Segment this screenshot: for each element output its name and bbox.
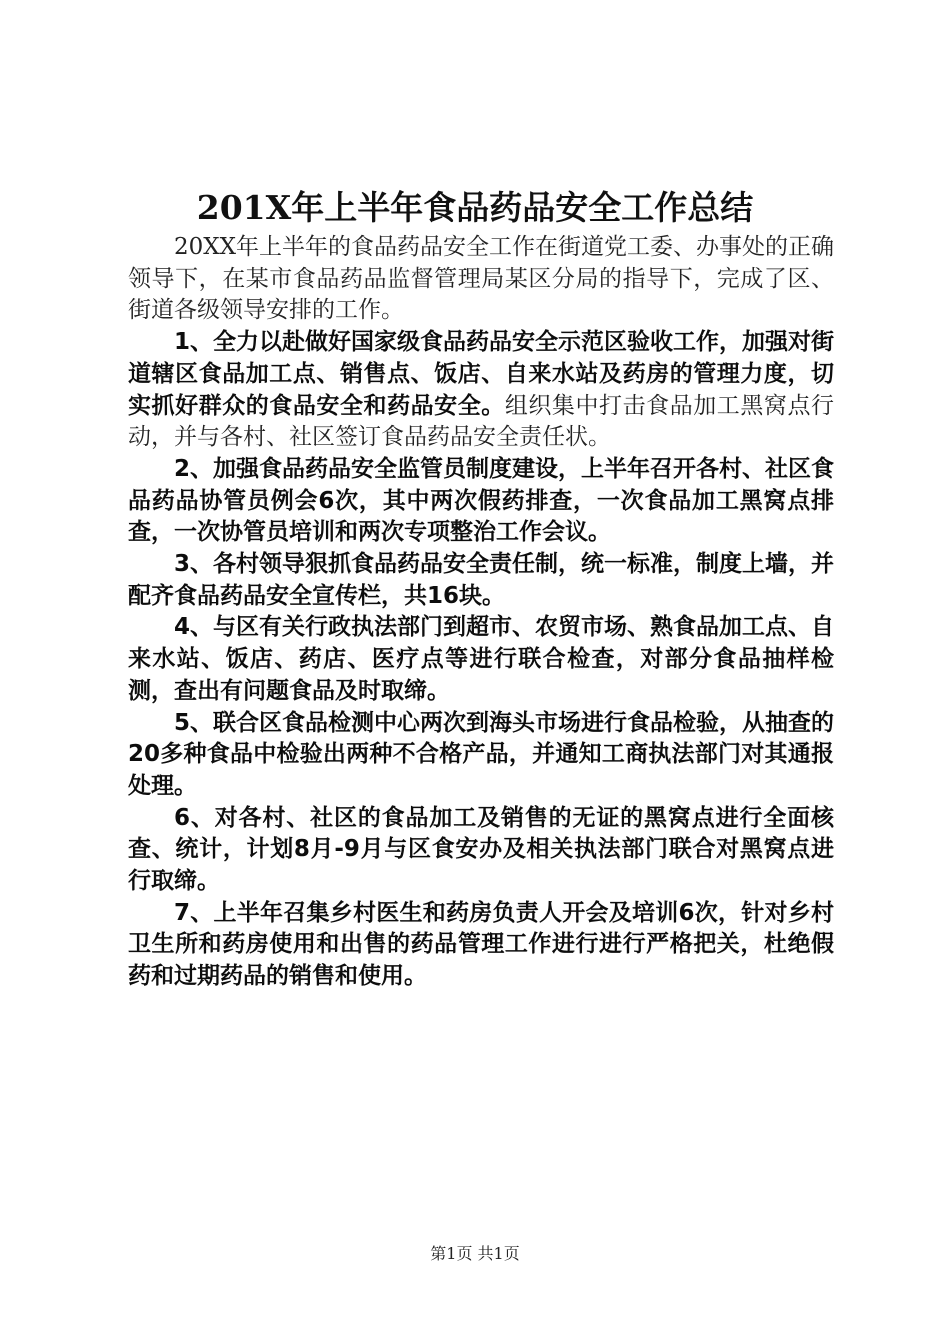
intro-paragraph: 20XX年上半年的食品药品安全工作在街道党工委、办事处的正确领导下，在某市食品药品监督管理局某区分局的指导下，完成了区、街道各级领导安排的工作。 [128,234,835,324]
item-4-paragraph: 4、与区有关行政执法部门到超市、农贸市场、熟食品加工点、自来水站、饭店、药店、医疗点等进行联合检查，对部分食品抽样检测，查出有问题食品及时取缔。 [128,614,835,704]
item-1-tail-text: 组织集中打击食品加工黑窝点行动，并与各村、社区签订食品药品安全责任状。 [128,392,835,451]
item-3-paragraph: 3、各村领导狠抓食品药品安全责任制，统一标准，制度上墙，并配齐食品药品安全宣传栏，共16块。 [128,551,835,609]
item-7-paragraph: 7、上半年召集乡村医生和药房负责人开会及培训6次，针对乡村卫生所和药房使用和出售的药品管理工作进行进行严格把关，杜绝假药和过期药品的销售和使用。 [128,899,834,990]
document-body [128,232,834,993]
item-2-paragraph: 2、加强食品药品安全监管员制度建设，上半年召开各村、社区食品药品协管员例会6次，其中两次假药排查，一次食品加工黑窝点排查，一次协管员培训和两次专项整治工作会议。 [128,455,835,546]
page-footer: 第1页 共1页 [430,1244,520,1263]
item-5-paragraph: 5、联合区食品检测中心两次到海头市场进行食品检验，从抽查的20多种食品中检验出两种不合格产品，并通知工商执法部门对其通报处理。 [128,709,835,799]
item-1-main-text: 1、全力以赴做好国家级食品药品安全示范区验收工作，加强对街道辖区食品加工点、销售点、饭店、自来水站及药房的管理力度，切实抓好群众的食品安全和药品安全。 [128,329,835,419]
document-title: 201X年上半年食品药品安全工作总结 [196,188,754,227]
item-6-paragraph: 6、对各村、社区的食品加工及销售的无证的黑窝点进行全面核查、统计，计划8月-9月与区食安办及相关执法部门联合对黑窝点进行取缔。 [128,804,834,895]
item-1-paragraph [128,327,834,454]
